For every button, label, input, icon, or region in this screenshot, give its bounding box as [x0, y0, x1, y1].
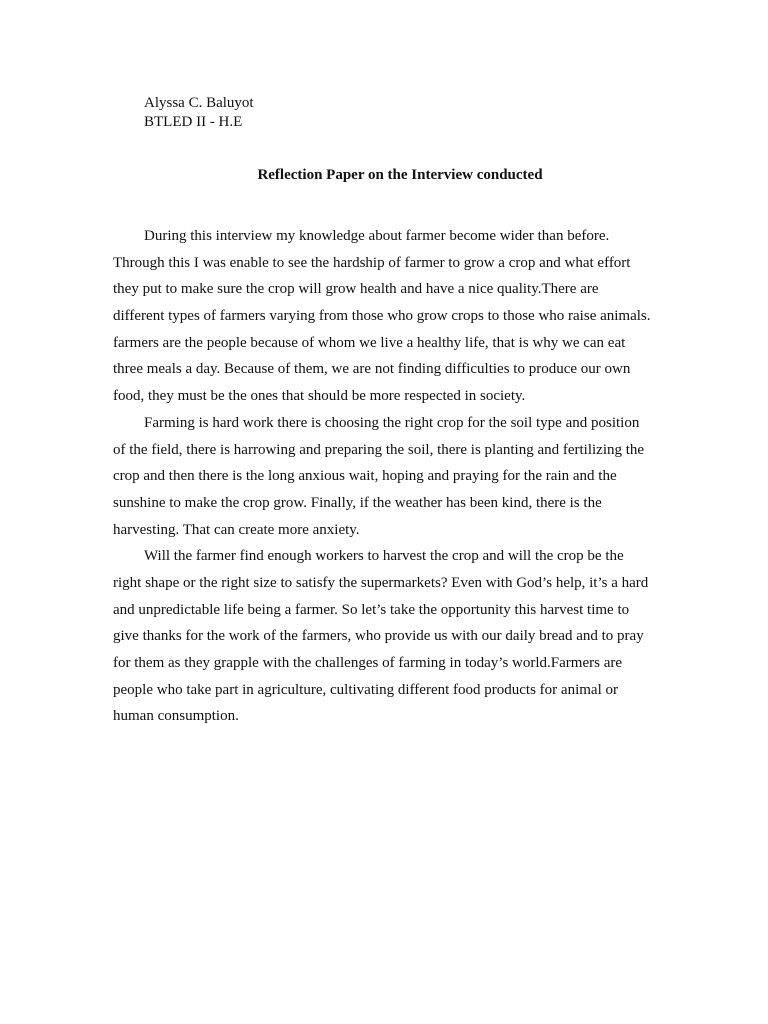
body-line: different types of farmers varying from those who grow crops to those who raise animals. [113, 308, 651, 325]
body-line: harvesting. That can create more anxiety. [113, 521, 360, 538]
body-line: and unpredictable life being a farmer. So let’s take the opportunity this harvest time to [113, 601, 630, 618]
author-course: BTLED II - H.E [144, 114, 243, 130]
body-line: right shape or the right size to satisfy the supermarkets? Even with God’s help, it’s a hard [113, 574, 649, 591]
author-name: Alyssa C. Baluyot [144, 95, 254, 111]
body-line: human consumption. [113, 708, 239, 725]
body-line: give thanks for the work of the farmers, who provide us with our daily bread and to pray [113, 628, 644, 645]
body-line: Will the farmer find enough workers to harvest the crop and will the crop be the [144, 548, 624, 565]
paper-title: Reflection Paper on the Interview conducted [257, 167, 543, 183]
body-line: During this interview my knowledge about farmer become wider than before. [144, 228, 610, 244]
body-line: people who take part in agriculture, cultivating different food products for animal or [113, 681, 618, 698]
paper-body [113, 226, 673, 733]
body-line: Through this I was enable to see the hardship of farmer to grow a crop and what effort [113, 254, 631, 271]
body-line: farmers are the people because of whom we live a healthy life, that is why we can eat [113, 334, 626, 351]
body-line: food, they must be the ones that should be more respected in society. [113, 388, 526, 405]
body-line: they put to make sure the crop will grow health and have a nice quality.There are [113, 281, 599, 298]
body-line: sunshine to make the crop grow. Finally, if the weather has been kind, there is the [113, 494, 602, 511]
body-line: Farming is hard work there is choosing the right crop for the soil type and position [144, 414, 640, 431]
body-line: of the field, there is harrowing and preparing the soil, there is planting and fertilizing the [113, 441, 645, 458]
body-line: three meals a day. Because of them, we are not finding difficulties to produce our own [113, 361, 631, 378]
body-line: for them as they grapple with the challenges of farming in today’s world.Farmers are [113, 655, 623, 671]
body-line: crop and then there is the long anxious wait, hoping and praying for the rain and the [113, 468, 617, 485]
author-block [144, 94, 254, 132]
